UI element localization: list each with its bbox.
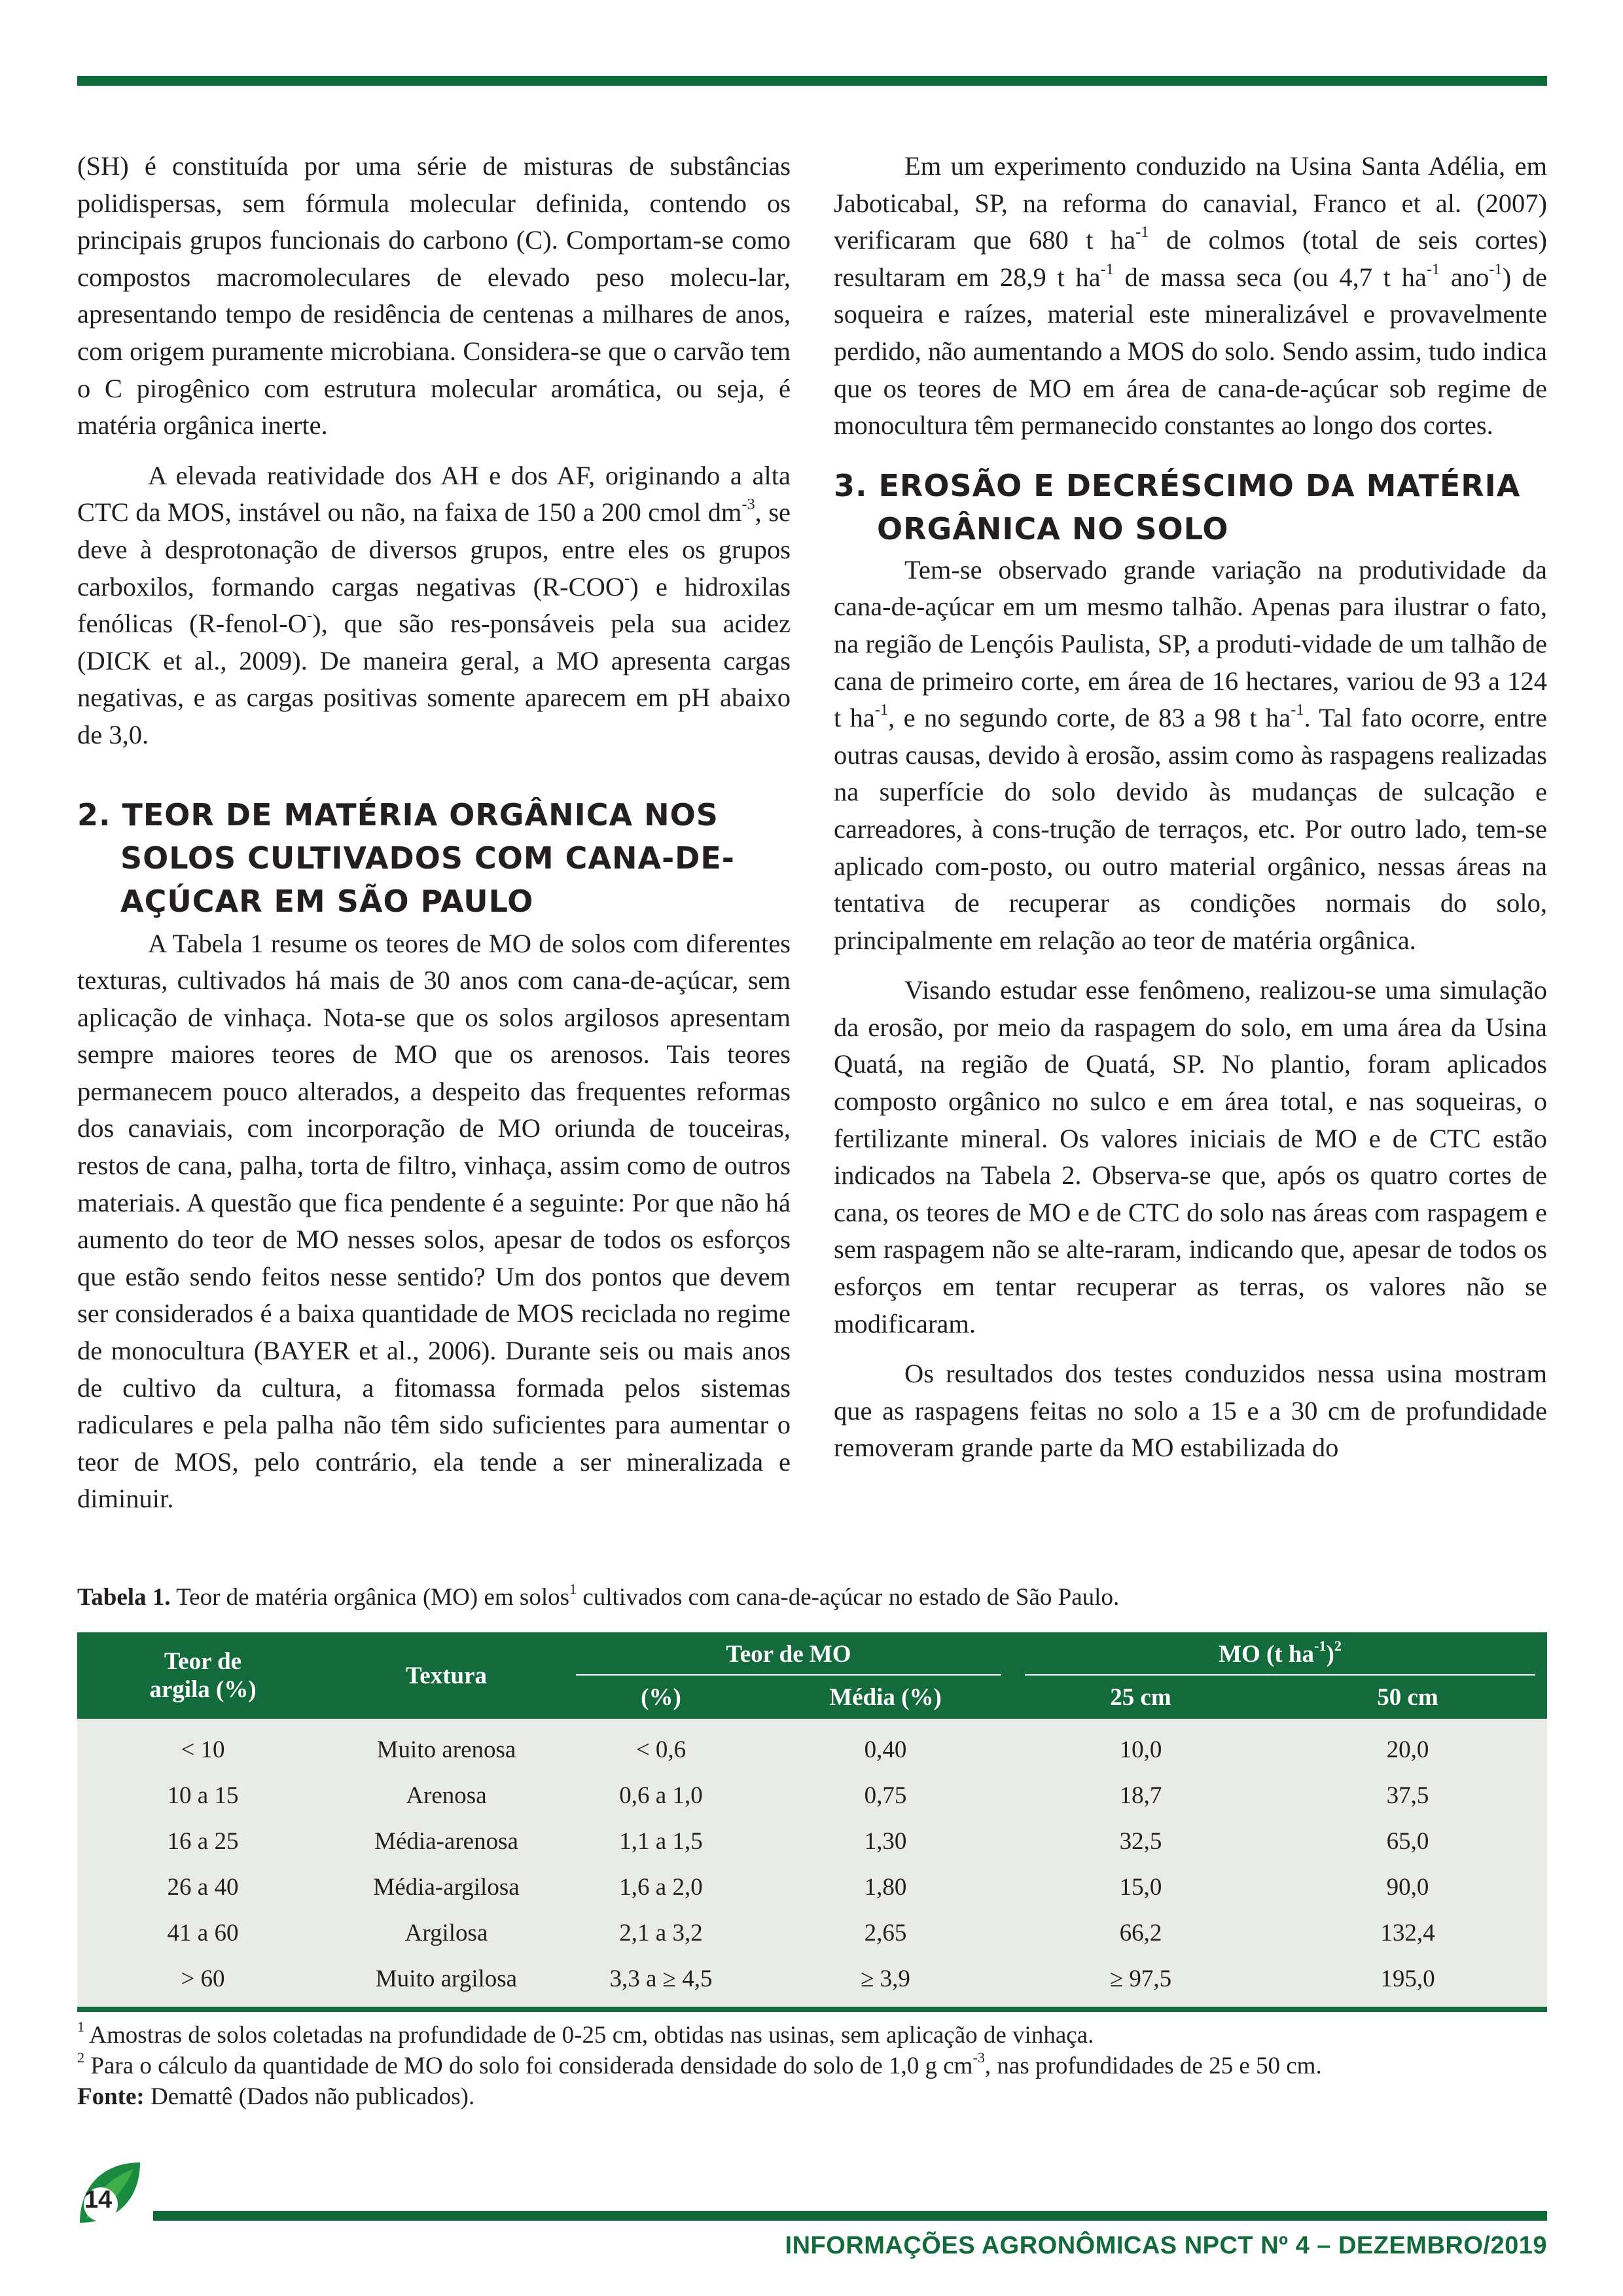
section-heading: 3. EROSÃO E DECRÉSCIMO DA MATÉRIA ORGÂNICA NO SOLO xyxy=(834,467,1521,547)
table-footnotes xyxy=(77,2020,1322,2112)
paragraph: Em um experimento conduzido na Usina Santa Adélia, em Jaboticabal, SP, na reforma do canavial, Franco et al. (2007) verificaram que 680 t $ha^{-1}$ de colmos (total de seis cortes) resultaram em 28,9 t $ha^{-1}$ de massa seca (ou 4,7 t $ha^{-1}$ ano$^{-1}$) de soqueira e raízes, material este mineralizável e provavelmente perdido, não aumentando a MOS do solo. Sendo assim, tudo indica que os teores de MO em área de cana-de-açúcar sob regime de monocultura têm permanecido constantes ao longo dos cortes. xyxy=(834,151,1548,440)
left-column xyxy=(77,148,791,1518)
table-cell: ≥ 97,5 xyxy=(1109,1965,1172,1992)
table-cell: Arenosa xyxy=(406,1782,487,1809)
table-cell: 32,5 xyxy=(1119,1827,1162,1855)
paragraph: A Tabela 1 resume os teores de MO de solos com diferentes texturas, cultivados há mais de 30 anos com cana-de-açúcar, sem aplicação de vinhaça. Nota-se que os solos argilosos apresentam sempre maiores teores de MO que os arenosos. Tais teores permanecem pouco alterados, a despeito das frequentes reformas dos canaviais, com incorporação de MO oriunda de touceiras, restos de cana, palha, torta de filtro, vinhaça, assim como de outros materiais. A questão que fica pendente é a seguinte: Por que não há aumento do teor de MO nesses solos, apesar de todos os esforços que estão sendo feitos nesse sentido? Um dos pontos que devem ser considerados é a baixa quantidade de MOS reciclada no regime de monocultura (BAYER et al., 2006). Durante seis ou mais anos de cultivo da cultura, a fitomassa formada pelos sistemas radiculares e pela palha não têm sido suficientes para aumentar o teor de MOS, pelo contrário, ela tende a ser mineralizada e diminuir. xyxy=(77,928,791,1514)
column-header: 25 cm xyxy=(1110,1683,1171,1711)
right-column xyxy=(834,148,1547,1467)
top-rule xyxy=(77,76,1547,86)
table-cell: 1,30 xyxy=(864,1827,907,1855)
table-cell: ≥ 3,9 xyxy=(861,1965,910,1992)
paragraph: Tem-se observado grande variação na produtividade da cana-de-açúcar em um mesmo talhão. Apenas para ilustrar o fato, na região de Lençóis Paulista, SP, a produti-vidade de um talhão de cana de primeiro corte, em área de 16 hectares, variou de 93 a 124 t $ha^{-1}$, e no segundo corte, de 83 a 98 t $ha^{-1}$. Tal fato ocorre, entre outras causas, devido à erosão, assim como às raspagens realizadas na superfície do solo devido às mudanças de sulcação e carreadores, à cons-trução de terraços, etc. Por outro lado, tem-se aplicado com-posto, ou outro material orgânico, nessas áreas na tentativa de recuperar as condições normais do solo, principalmente em relação ao teor de matéria orgânica. xyxy=(834,554,1547,955)
source-note: Fonte: Demattê (Dados não publicados). xyxy=(77,2083,475,2110)
footnote: $^1$ Amostras de solos coletadas na profundidade de 0-25 cm, obtidas nas usinas, sem aplicação de vinhaça. xyxy=(77,2018,1094,2049)
column-header: 50 cm xyxy=(1377,1683,1438,1711)
table-cell: Muito argilosa xyxy=(375,1965,518,1992)
table-cell: 15,0 xyxy=(1119,1873,1162,1901)
table-cell: > 60 xyxy=(181,1965,225,1992)
table-bottom-rule xyxy=(77,2007,1547,2012)
table-cell: 0,75 xyxy=(864,1782,907,1809)
table-row xyxy=(77,1719,1547,1772)
table-cell: 37,5 xyxy=(1386,1782,1429,1809)
table-cell: 26 a 40 xyxy=(167,1873,239,1901)
table-cell: 90,0 xyxy=(1386,1873,1429,1901)
table-cell: 65,0 xyxy=(1386,1827,1429,1855)
table-cell: 16 a 25 xyxy=(167,1827,239,1855)
footnote: $^2$ Para o cálculo da quantidade de MO do solo foi considerada densidade do solo de 1,0 g $cm^{-3}$, nas profundidades de 25 e 50 cm. xyxy=(77,2049,1322,2079)
table-cell: < 10 xyxy=(181,1736,225,1763)
paragraph: (SH) é constituída por uma série de misturas de substâncias polidispersas, sem fórmula molecular definida, contendo os principais grupos funcionais do carbono (C). Comportam-se como compostos macromoleculares de elevado peso molecu-lar, apresentando tempo de residência de centenas a milhares de anos, com origem puramente microbiana. Considera-se que o carvão tem o C pirogênico com estrutura molecular aromática, ou seja, é matéria orgânica inerte. xyxy=(77,151,791,440)
paragraph: A elevada reatividade dos AH e dos AF, originando a alta CTC da MOS, instável ou não, na faixa de 150 a 200 cmol $dm^{-3}$, se deve à desprotonação de diversos grupos, entre eles os grupos carboxilos, formando cargas negativas (R-COO-) e hidroxilas fenólicas (R-fenol-O-), que são res-ponsáveis pela sua acidez (DICK et al., 2009). De maneira geral, a MO apresenta cargas negativas, e as cargas positivas somente aparecem em pH abaixo de 3,0. xyxy=(77,460,791,749)
paragraph: Visando estudar esse fenômeno, realizou-se uma simulação da erosão, por meio da raspagem do solo, em uma área da Usina Quatá, na região de Quatá, SP. No plantio, foram aplicados composto orgânico no sulco e em área total, e nas soqueiras, o fertilizante mineral. Os valores iniciais de MO e de CTC estão indicados na Tabela 2. Observa-se que, após os quatro cortes de cana, os teores de MO e de CTC do solo nas áreas com raspagem e sem raspagem não se alte-raram, indicando que, apesar de todos os esforços em tentar recuperar as terras, os valores não se modificaram. xyxy=(834,975,1547,1338)
table-cell: 2,65 xyxy=(864,1919,907,1946)
table-cell: 0,40 xyxy=(864,1736,907,1763)
table-cell: Média-argilosa xyxy=(373,1873,520,1901)
table-cell: < 0,6 xyxy=(635,1736,687,1763)
table-caption: Tabela 1. Teor de matéria orgânica (MO) em solos$^1$ cultivados com cana-de-açúcar no estado de São Paulo. xyxy=(77,1581,1120,1611)
column-group-header: Teor de MO xyxy=(564,1632,1013,1676)
page-number: 14 xyxy=(84,2186,113,2214)
table-cell: 3,3 a ≥ 4,5 xyxy=(609,1965,713,1992)
table-cell: 66,2 xyxy=(1119,1919,1162,1946)
table-cell: 41 a 60 xyxy=(167,1919,239,1946)
table-row xyxy=(77,1864,1547,1910)
table-cell: 10 a 15 xyxy=(167,1782,239,1809)
table-cell: 0,6 a 1,0 xyxy=(619,1782,703,1809)
table-cell: 2,1 a 3,2 xyxy=(619,1919,703,1946)
table-cell: Média-arenosa xyxy=(374,1827,518,1855)
bottom-rule xyxy=(153,2211,1547,2221)
table-cell: 1,6 a 2,0 xyxy=(619,1873,703,1901)
table-cell: 10,0 xyxy=(1119,1736,1162,1763)
table-cell: 195,0 xyxy=(1380,1965,1435,1992)
table-row xyxy=(77,1956,1547,2011)
table-cell: 1,80 xyxy=(864,1873,907,1901)
paragraph: Os resultados dos testes conduzidos nessa usina mostram que as raspagens feitas no solo a 15 e a 30 cm de profundidade removeram grande parte da MO estabilizada do xyxy=(834,1359,1547,1463)
table-cell: Argilosa xyxy=(404,1919,488,1946)
column-header: Teor de argila (%) xyxy=(149,1648,257,1703)
table-row xyxy=(77,1818,1547,1864)
data-table xyxy=(77,1632,1547,2011)
column-group-header: MO (t $ha^{-1})^2$ xyxy=(1013,1632,1547,1676)
table-cell: 1,1 a 1,5 xyxy=(619,1827,703,1855)
table-row xyxy=(77,1772,1547,1818)
table-row xyxy=(77,1910,1547,1956)
table-cell: Muito arenosa xyxy=(376,1736,516,1763)
table-cell: 18,7 xyxy=(1119,1782,1162,1809)
table-cell: 20,0 xyxy=(1386,1736,1429,1763)
section-heading: 2. TEOR DE MATÉRIA ORGÂNICA NOS SOLOS CULTIVADOS COM CANA-DE-AÇÚCAR EM SÃO PAULO xyxy=(77,797,735,919)
column-header: Média (%) xyxy=(829,1683,942,1711)
column-header: Textura xyxy=(405,1662,488,1689)
table-cell: 132,4 xyxy=(1380,1919,1435,1946)
column-header: (%) xyxy=(641,1683,681,1711)
publication-footer: INFORMAÇÕES AGRONÔMICAS NPCT Nº 4 – DEZEMBRO/2019 xyxy=(785,2232,1547,2259)
